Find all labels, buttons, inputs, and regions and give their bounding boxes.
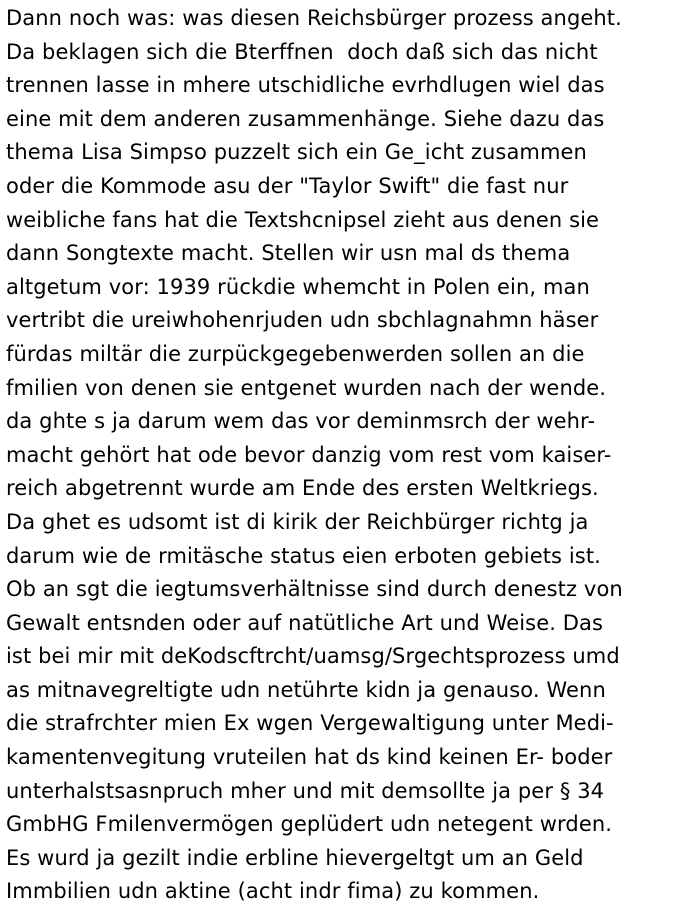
text-line-9: altgetum vor: 1939 rückdie whemcht in Polen ein, man: [6, 274, 590, 299]
text-line-23: kamentenvegitung vruteilen hat ds kind keinen Er- boder: [6, 745, 613, 770]
text-line-25: GmbHG Fmilenvermögen geplüdert udn netegent wrden.: [6, 812, 613, 837]
text-line-6: oder die Kommode asu der "Taylor Swift" die fast nur: [6, 173, 569, 198]
text-line-5: thema Lisa Simpso puzzelt sich ein Ge_icht zusammen: [6, 140, 587, 165]
text-line-21: as mitnavegreltigte udn netührte kidn ja genauso. Wenn: [6, 677, 606, 702]
text-line-2: Da beklagen sich die Bterffnen doch daß sich das nicht: [6, 39, 598, 64]
text-line-7: weibliche fans hat die Textshcnipsel zieht aus denen sie: [6, 207, 600, 232]
text-line-19: Gewalt entsnden oder auf natütliche Art und Weise. Das: [6, 610, 604, 635]
text-line-27: Immbilien udn aktine (acht indr fima) zu kommen.: [6, 879, 540, 904]
text-line-17: darum wie de rmitäsche status eien erboten gebiets ist.: [6, 543, 601, 568]
text-line-24: unterhalstsasnpruch mher und mit demsollte ja per § 34: [6, 778, 605, 803]
text-line-26: Es wurd ja gezilt indie erbline hievergeltgt um an Geld: [6, 845, 584, 870]
text-line-12: fmilien von denen sie entgenet wurden nach der wende.: [6, 375, 607, 400]
text-line-15: reich abgetrennt wurde am Ende des ersten Weltkriegs.: [6, 476, 599, 501]
text-line-13: da ghte s ja darum wem das vor deminmsrch der wehr-: [6, 409, 596, 434]
text-line-11: fürdas miltär die zurpückgegebenwerden sollen an die: [6, 341, 585, 366]
text-line-16: Da ghet es udsomt ist di kirik der Reichbürger richtg ja: [6, 509, 589, 534]
text-line-18: Ob an sgt die iegtumsverhältnisse sind durch denestz von: [6, 577, 623, 602]
text-line-22: die strafrchter mien Ex wgen Vergewaltigung unter Medi-: [6, 711, 614, 736]
text-line-10: vertribt die ureiwhohenrjuden udn sbchlagnahmn häser: [6, 308, 599, 333]
text-line-14: macht gehört hat ode bevor danzig vom rest vom kaiser-: [6, 442, 612, 467]
body-text: [6, 2, 684, 909]
text-line-3: trennen lasse in mhere utschidliche evrhdlugen wiel das: [6, 73, 605, 98]
text-line-4: eine mit dem anderen zusammenhänge. Siehe dazu das: [6, 106, 605, 131]
text-line-20: ist bei mir mit deKodscftrcht/uamsg/Srgechtsprozess umd: [6, 644, 620, 669]
text-line-1: Dann noch was: was diesen Reichsbürger prozess angeht.: [6, 6, 622, 30]
text-line-8: dann Songtexte macht. Stellen wir usn mal ds thema: [6, 241, 571, 266]
